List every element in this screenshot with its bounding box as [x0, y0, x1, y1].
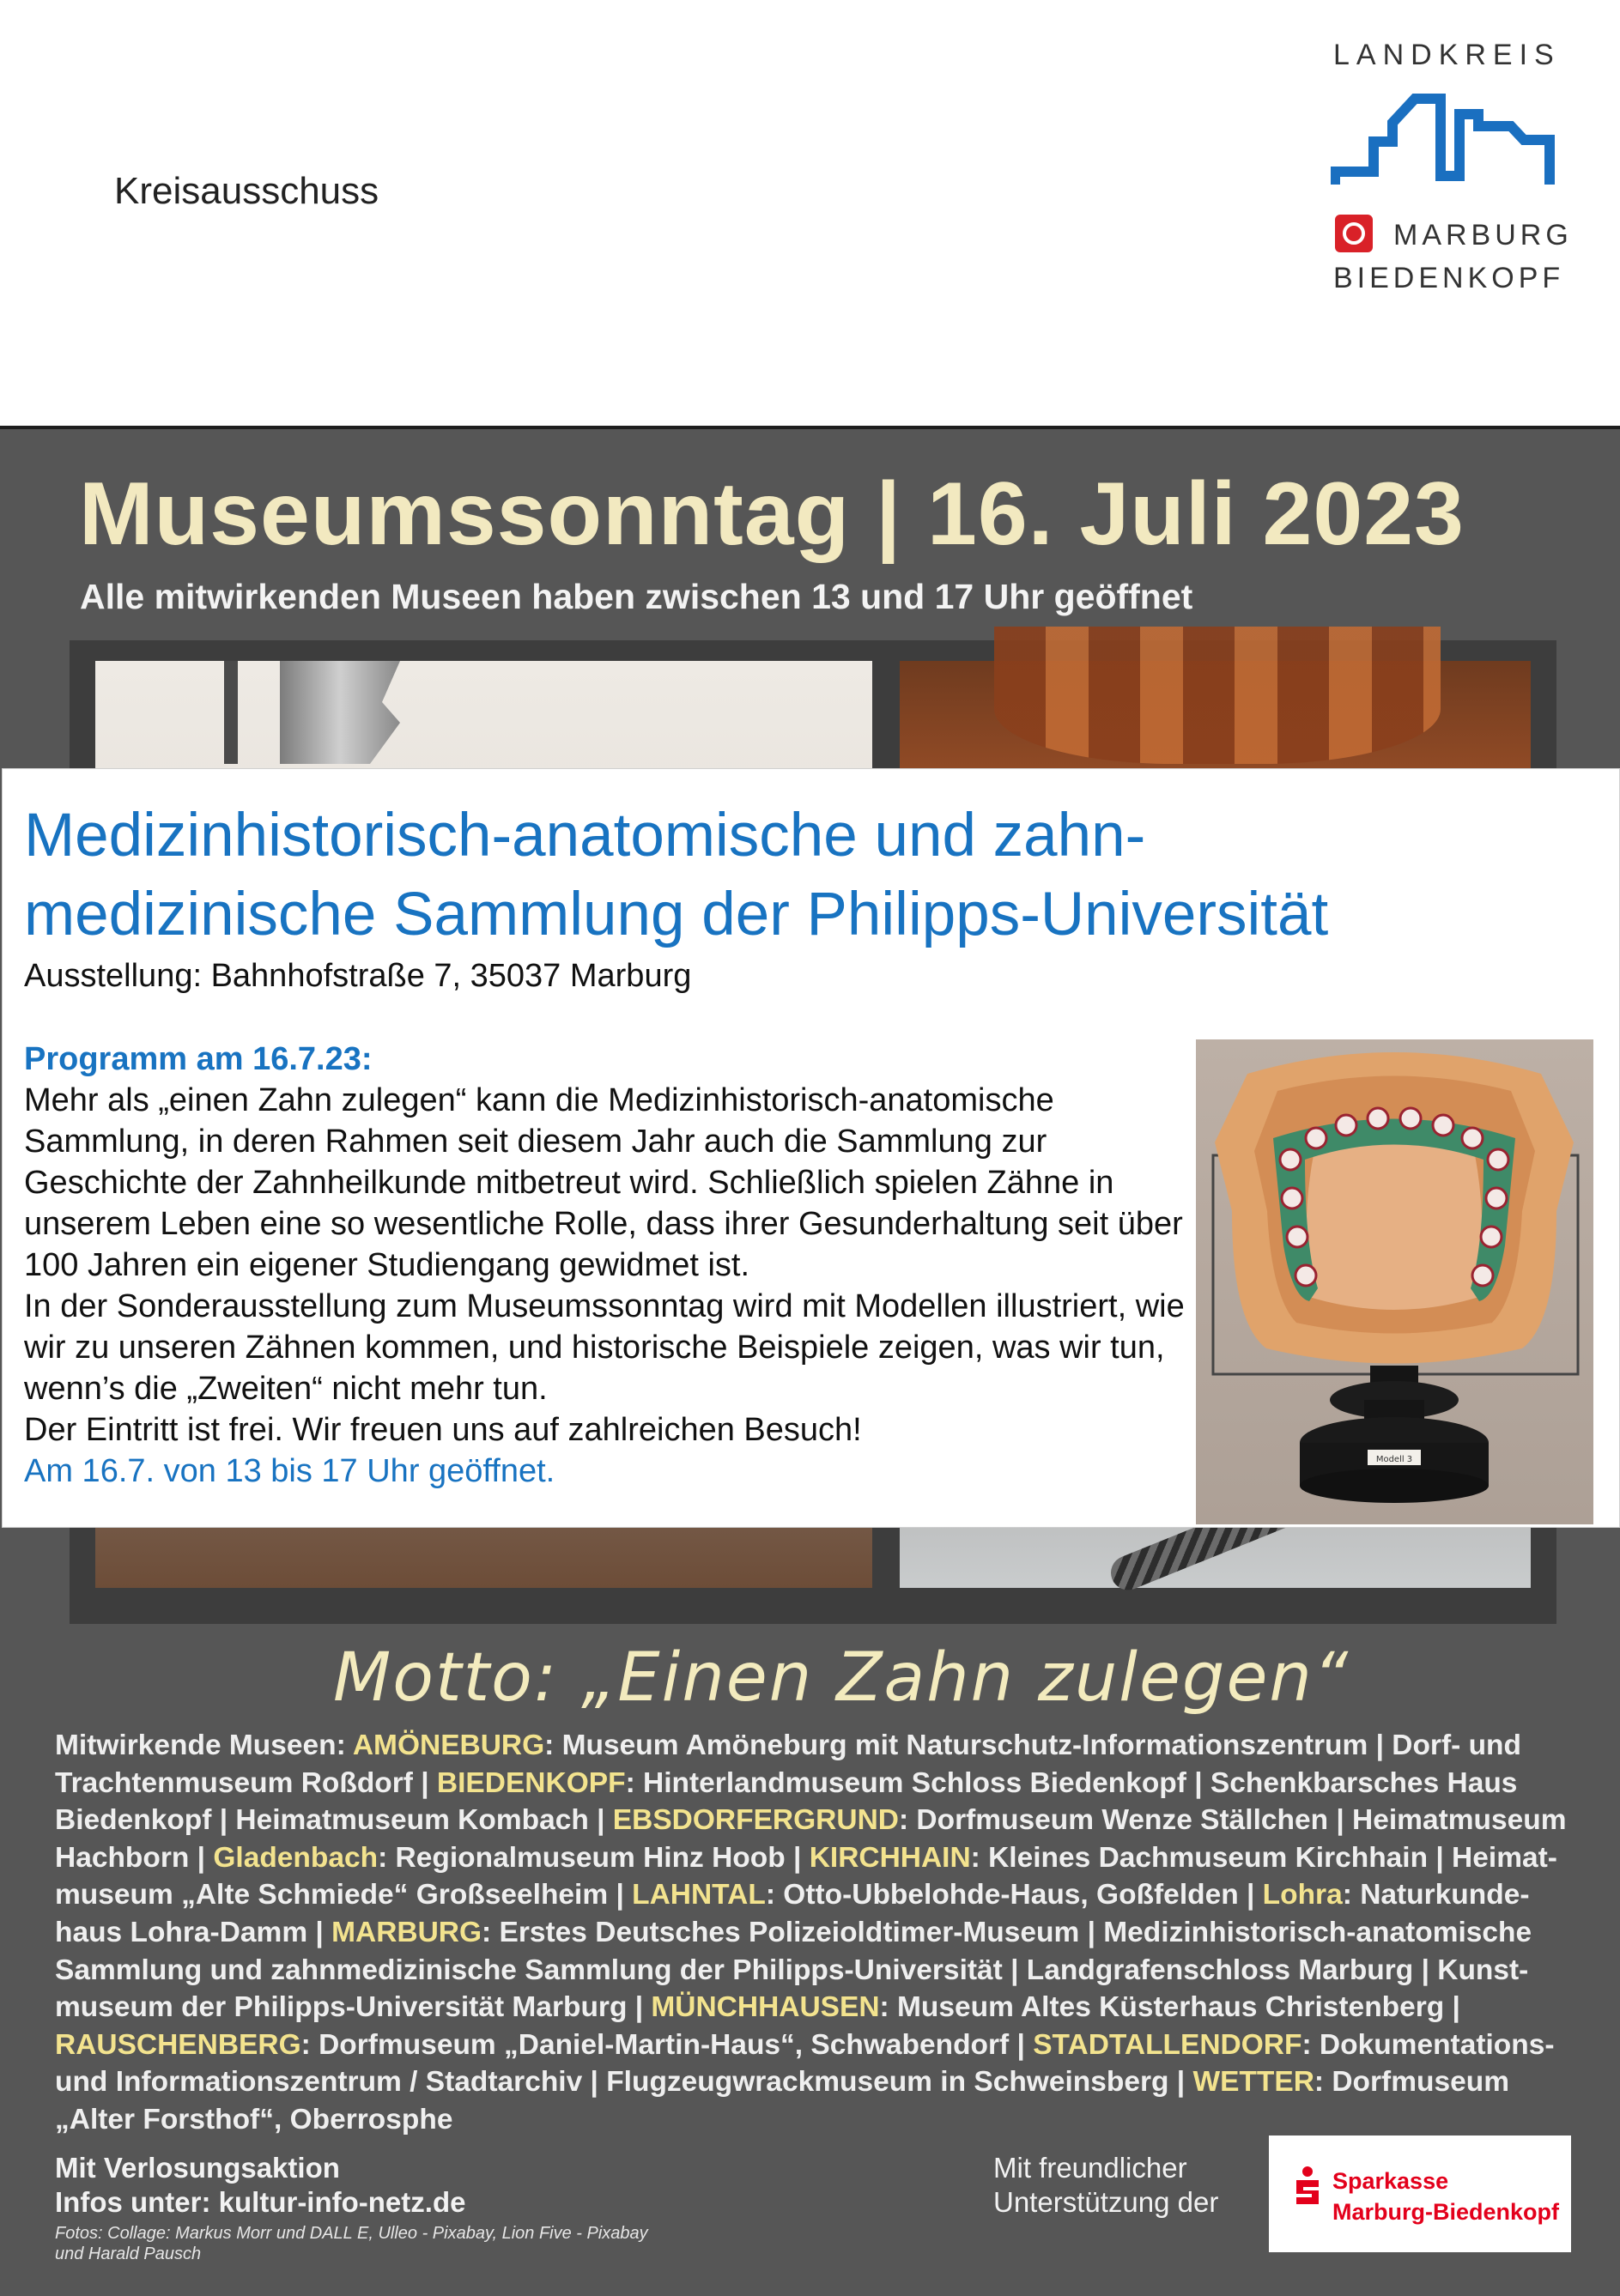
town-name: Gladenbach [213, 1841, 379, 1874]
card-address: Ausstellung: Bahnhofstraße 7, 35037 Marburg [24, 958, 692, 994]
town-name: RAUSCHENBERG [55, 2028, 301, 2061]
museum-entry: : Dorfmuseum „Alter Forsthof“, Oberrosphe [55, 2066, 1509, 2135]
poster-title: Museumssonntag | 16. Juli 2023 [79, 464, 1465, 564]
sponsor-line1: Sparkasse [1332, 2168, 1449, 2194]
photo-credits [55, 2223, 648, 2264]
motto: Motto: „Einen Zahn zulegen“ [333, 1639, 1350, 1717]
town-name: MARBURG [331, 1916, 482, 1948]
museum-entry: : Museum Amöneburg mit Naturschutz-Informationszentrum | Dorf- und Trachtenmuseum Roßdorf | [55, 1730, 1521, 1799]
card-title [24, 797, 1604, 954]
town-name: MÜNCHHAUSEN [651, 1991, 880, 2024]
town-name: EBSDORFERGRUND [612, 1804, 899, 1837]
instrument-rod [224, 661, 238, 764]
museum-entry: : Hinterlandmuseum Schloss Biedenkopf | Schenkbarsches Haus Biedenkopf | Heimatmuseum Kombach | [55, 1766, 1518, 1837]
program-heading: Programm am 16.7.23: [24, 1041, 373, 1077]
museum-entry: : Dorfmuseum „Daniel-Martin-Haus“, Schwabendorf | [300, 2028, 1034, 2061]
logo-line2: MARBURG [1393, 219, 1573, 251]
town-name: STADTALLENDORF [1033, 2028, 1302, 2061]
program-paragraph: Mehr als „einen Zahn zulegen“ kann die Medizinhistorisch-anatomische Sammlung, in deren Rahmen seit diesem Jahr auch die Sammlung zur Geschichte der Zahnheilkunde mitbetreut wird. Schließlich spielen Zähne in unserem Leben eine so wesentliche Rolle, dass ihrer Gesunderhaltung seit über 100 Jahren ein eigener Studiengang gewidmet ist. [24, 1082, 1183, 1283]
support-line1: Mit freundlicher [993, 2152, 1187, 2184]
card-title-line1: Medizinhistorisch-anatomische und zahn- [24, 802, 1146, 869]
museum-entry: : Otto-Ubbelohde-Haus, Goßfelden | [765, 1879, 1263, 1911]
museum-entry: : Naturkunde-haus Lohra-Damm | [55, 1879, 1530, 1948]
museum-entry: : Dokumentations- und Informationszentrum / Stadtarchiv | Flugzeugwrackmuseum in Schweinsberg | [55, 2028, 1555, 2099]
sponsor-logo [1269, 2135, 1571, 2252]
museum-entry: : Erstes Deutsches Polizeioldtimer-Museum | Medizinhistorisch-anatomische Sammlung und zahnmedizinische Sammlung der Philipps-Universität | Landgrafenschloss Marburg | Kunst-museum der Philipps-Universität Marburg | [55, 1916, 1532, 2024]
header [0, 0, 1620, 426]
town-name: Lohra [1262, 1879, 1343, 1911]
landkreis-logo [1326, 39, 1584, 313]
credits-line1: Fotos: Collage: Markus Morr und DALL E, Ulleo - Pixabay, Lion Five - Pixabay [55, 2224, 648, 2243]
poster-subtitle: Alle mitwirkenden Museen haben zwischen 13 und 17 Uhr geöffnet [80, 577, 1193, 616]
gear-image [994, 627, 1441, 764]
town-name: LAHNTAL [632, 1879, 766, 1911]
museum-list-intro: Mitwirkende Museen: [55, 1730, 353, 1761]
museum-entry: : Regionalmuseum Hinz Hoob | [378, 1841, 810, 1874]
museum-list [55, 1727, 1592, 2139]
program-paragraph: In der Sonderausstellung zum Museumssonntag wird mit Modellen illustriert, wie wir zu unseren Zähnen kommen, und historische Beispiele zeigen, was wir tun, wenn’s die „Zweiten“ nicht mehr tun. [24, 1288, 1185, 1407]
town-name: BIEDENKOPF [436, 1766, 626, 1799]
instrument-blade [280, 661, 400, 764]
marburg-mark-icon [1335, 215, 1373, 252]
museum-entry: : Dorfmuseum Wenze Ställchen | Heimatmuseum Hachborn | [55, 1804, 1567, 1874]
museum-info-card [2, 768, 1620, 1528]
program-paragraph: Der Eintritt ist frei. Wir freuen uns auf zahlreichen Besuch! [24, 1412, 862, 1448]
program-text [24, 1080, 1196, 1492]
card-title-line2: medizinische Sammlung der Philipps-Universität [24, 881, 1329, 948]
info-link: Infos unter: kultur-info-netz.de [55, 2186, 466, 2218]
sparkasse-s-icon [1293, 2166, 1322, 2208]
sponsor-line2: Marburg-Biedenkopf [1332, 2199, 1560, 2225]
town-name: WETTER [1192, 2066, 1314, 2099]
town-name: KIRCHHAIN [809, 1841, 971, 1874]
dental-model-photo [1196, 1039, 1593, 1524]
credits-line2: und Harald Pausch [55, 2245, 202, 2263]
department-label: Kreisausschuss [114, 170, 379, 212]
opening-hours: Am 16.7. von 13 bis 17 Uhr geöffnet. [24, 1453, 555, 1489]
town-name: AMÖNEBURG [352, 1730, 545, 1761]
dental-model-illustration [1196, 1039, 1593, 1524]
logo-line1: LANDKREIS [1333, 39, 1561, 71]
museum-entry: : Kleines Dachmuseum Kirchhain | Heimat-museum „Alte Schmiede“ Großseelheim | [55, 1841, 1557, 1911]
mountain-outline-icon [1331, 90, 1571, 193]
logo-line3: BIEDENKOPF [1333, 262, 1565, 294]
raffle-note: Mit Verlosungsaktion [55, 2152, 340, 2184]
footer-info [55, 2151, 465, 2220]
model-label: Modell 3 [1375, 1455, 1413, 1464]
support-note [993, 2151, 1218, 2220]
museum-entry: : Museum Altes Küsterhaus Christenberg | [879, 1991, 1460, 2024]
support-line2: Unterstützung der [993, 2186, 1219, 2218]
